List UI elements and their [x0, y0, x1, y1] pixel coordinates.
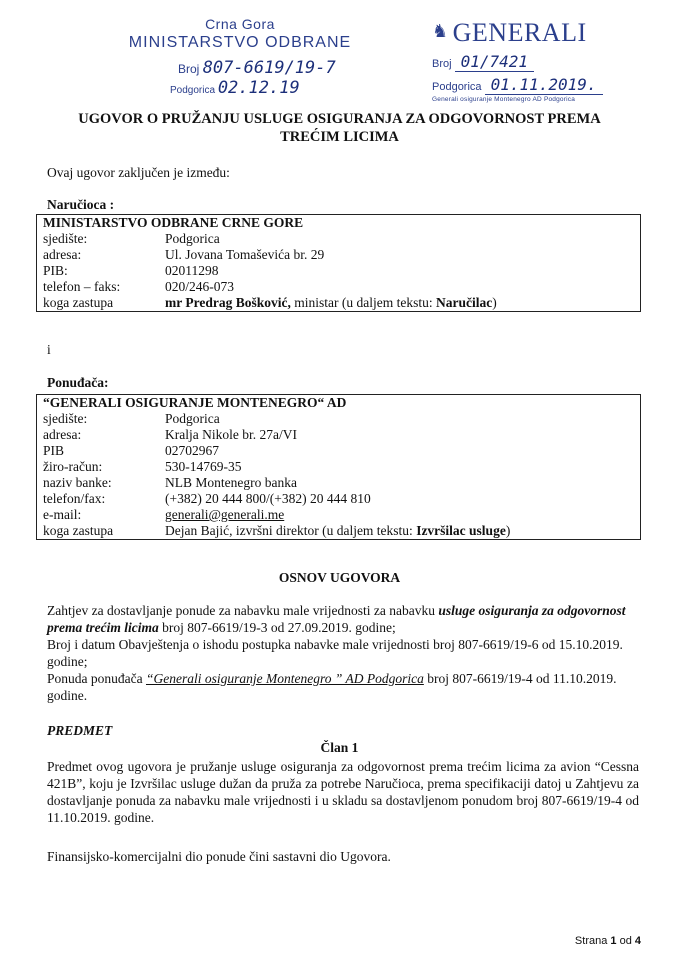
narucilac-value: 02011298: [159, 263, 641, 279]
ponudjac-value: 02702967: [159, 443, 641, 459]
stamp-broj: [178, 58, 370, 78]
stamp-date: [170, 78, 370, 98]
ponudjac-rep: [159, 523, 641, 540]
predmet-paragraph-1: Predmet ovog ugovora je pružanje usluge osiguranja za odgovornost prema trećim licima za avion “Cessna 421B”, koju je Izvršilac usluge dužan da pruža za potrebe Naručioca, prema specifikaciji datoj u Zahtjevu za dostavljanje ponuda za nabavku male vrijednosti i u skladu sa dostavljenom ponudom broj 807-6619/19-4 od 11.10.2019. godine.: [47, 759, 639, 825]
stamp-broj-label: Broj: [178, 62, 200, 76]
narucilac-rep-role: ministar (u daljem tekstu:: [290, 295, 436, 310]
narucilac-value: Ul. Jovana Tomaševića br. 29: [159, 247, 641, 263]
narucilac-label: sjedište:: [37, 231, 160, 247]
footer-total: 4: [634, 935, 641, 947]
osnov-p3-a: Ponuda ponuđača: [47, 671, 146, 686]
narucilac-rep-label: koga zastupa: [37, 295, 160, 312]
narucilac-name: MINISTARSTVO ODBRANE CRNE GORE: [37, 215, 641, 232]
osnov-paragraph-2: Broj i datum Obavještenja o ishodu postupka nabavke male vrijednosti broj 807-6619/19-6 od 15.10.2019. godine;: [47, 637, 623, 669]
osnov-paragraph-1: [47, 602, 639, 636]
generali-city-label: Podgorica: [432, 81, 482, 93]
stamp-broj-value: 807-6619/19-7: [202, 58, 336, 78]
narucilac-rep-name: mr Predrag Bošković,: [165, 295, 291, 310]
ponudjac-value: (+382) 20 444 800/(+382) 20 444 810: [159, 491, 641, 507]
generali-broj-value: 01/7421: [455, 52, 534, 72]
generali-stamp: [432, 16, 672, 103]
osnov-p1-a: Zahtjev za dostavljanje ponude za nabavku male vrijednosti za nabavku: [47, 603, 439, 618]
narucilac-label: adresa:: [37, 247, 160, 263]
ponudjac-heading: Ponuđača:: [47, 375, 109, 390]
footer-page: 1: [610, 935, 617, 947]
ponudjac-table: [36, 394, 641, 540]
narucilac-rep-alias: Naručilac: [435, 295, 493, 310]
generali-date: [432, 75, 672, 94]
document-title: [0, 110, 679, 146]
ponudjac-label: sjedište:: [37, 411, 160, 427]
ponudjac-label: PIB: [37, 443, 160, 459]
osnov-paragraph-3: [47, 670, 639, 704]
lion-icon: ♞: [432, 21, 449, 41]
ponudjac-email-label: e-mail:: [37, 507, 160, 523]
ponudjac-label: žiro-račun:: [37, 459, 160, 475]
separator-i: i: [47, 342, 51, 357]
clan-1-heading: Član 1: [320, 740, 359, 755]
generali-broj: [432, 52, 672, 71]
predmet-paragraph-2: Finansijsko-komercijalni dio ponude čini sastavni dio Ugovora.: [47, 849, 391, 864]
footer-strana: Strana: [574, 935, 611, 947]
ponudjac-email-link[interactable]: generali@generali.me: [165, 507, 285, 522]
ponudjac-label: adresa:: [37, 427, 160, 443]
stamp-ministry: MINISTARSTVO ODBRANE: [128, 34, 352, 51]
narucilac-value: Podgorica: [159, 231, 641, 247]
generali-brand: GENERALI: [452, 18, 587, 47]
page-number: [575, 935, 641, 947]
osnov-p1-b: usluge osiguranja za odgovornost prema trećim licima: [47, 603, 626, 635]
ponudjac-value: 530-14769-35: [159, 459, 641, 475]
narucilac-table: [36, 214, 641, 312]
footer-od: od: [616, 935, 635, 947]
title-line-2: TREĆIM LICIMA: [280, 129, 399, 145]
ministry-stamp: [110, 16, 370, 98]
ponudjac-email-cell: [159, 507, 641, 523]
stamp-date-label: Podgorica: [170, 85, 216, 96]
osnov-heading: OSNOV UGOVORA: [278, 570, 401, 585]
generali-broj-label: Broj: [432, 58, 452, 70]
intro-text: Ovaj ugovor zaključen je između:: [47, 165, 230, 180]
stamp-date-value: 02.12.19: [217, 78, 300, 98]
generali-logo: [432, 16, 672, 48]
ponudjac-rep-end: ): [505, 523, 511, 538]
narucilac-rep-end: ): [492, 295, 497, 310]
narucilac-rep: [159, 295, 641, 312]
title-line-1: UGOVOR O PRUŽANJU USLUGE OSIGURANJA ZA ODGOVORNOST PREMA: [78, 111, 601, 127]
ponudjac-value: Podgorica: [159, 411, 641, 427]
osnov-p1-c: broj 807-6619/19-3 od 27.09.2019. godine;: [158, 620, 396, 635]
narucilac-label: telefon – faks:: [37, 279, 160, 295]
ponudjac-value: NLB Montenegro banka: [159, 475, 641, 491]
ponudjac-label: telefon/fax:: [37, 491, 160, 507]
narucilac-value: 020/246-073: [159, 279, 641, 295]
ponudjac-label: naziv banke:: [37, 475, 160, 491]
generali-subtitle: Generali osiguranje Montenegro AD Podgorica: [432, 96, 576, 103]
ponudjac-name: “GENERALI OSIGURANJE MONTENEGRO“ AD: [37, 395, 641, 412]
osnov-p3-c: broj 807-6619/19-4 od 11.10.2019. godine.: [47, 671, 617, 703]
stamp-country: Crna Gora: [205, 16, 275, 32]
predmet-heading: PREDMET: [47, 723, 113, 738]
narucilac-heading: Naručioca :: [47, 197, 115, 212]
ponudjac-rep-alias: Izvršilac usluge: [416, 523, 506, 538]
ponudjac-rep-label: koga zastupa: [37, 523, 160, 540]
generali-date-value: 01.11.2019.: [485, 75, 603, 95]
ponudjac-rep-text: Dejan Bajić, izvršni direktor (u daljem tekstu:: [165, 523, 417, 538]
osnov-p3-b: “Generali osiguranje Montenegro ” AD Podgorica: [145, 671, 424, 686]
narucilac-label: PIB:: [37, 263, 160, 279]
ponudjac-value: Kralja Nikole br. 27a/VI: [159, 427, 641, 443]
